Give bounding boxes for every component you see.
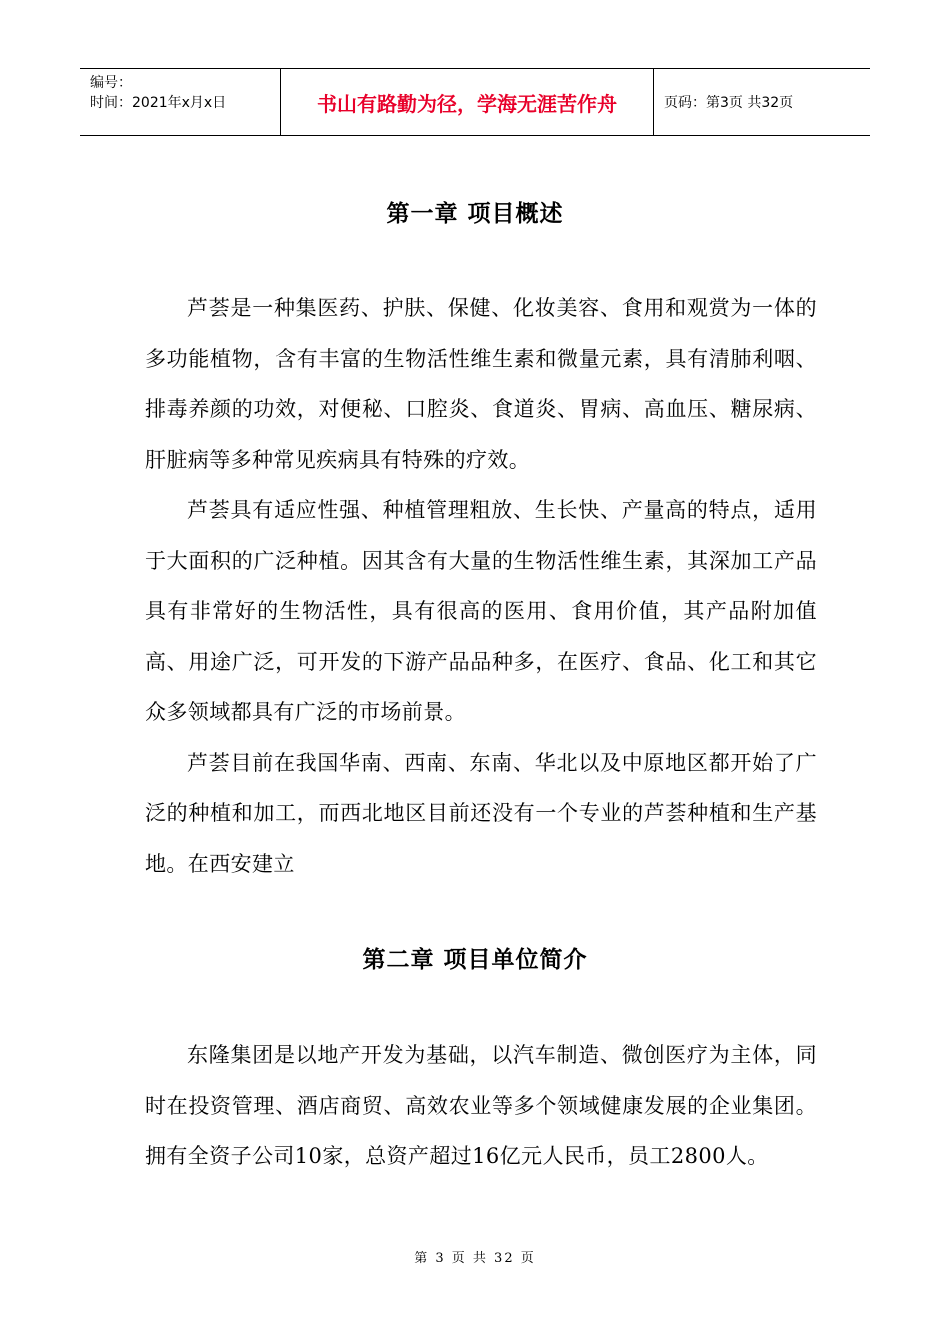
paragraph: 芦荟目前在我国华南、西南、东南、华北以及中原地区都开始了广泛的种植和加工，而西北地区目前还没有一个专业的芦荟种植和生产基地。在西安建立	[145, 750, 817, 876]
page-header	[80, 68, 870, 136]
paragraph: 芦荟是一种集医药、护肤、保健、化妆美容、食用和观赏为一体的多功能植物，含有丰富的生物活性维生素和微量元素，具有清肺利咽、排毒养颜的功效，对便秘、口腔炎、食道炎、胃病、高血压、糖尿病、肝脏病等多种常见疾病具有特殊的疗效。	[145, 296, 817, 472]
number-label: 编号：	[90, 75, 132, 91]
paragraph: 东隆集团是以地产开发为基础，以汽车制造、微创医疗为主体，同时在投资管理、酒店商贸、高效农业等多个领域健康发展的企业集团。拥有全资子公司10家，总资产超过16亿元人民币，员工2800人。	[145, 1043, 817, 1168]
header-meta	[80, 69, 281, 135]
page-footer: 第 3 页 共 32 页	[414, 1251, 536, 1266]
chapter-2-title: 第二章 项目单位简介	[362, 947, 588, 973]
chapter-1-title: 第一章 项目概述	[386, 201, 564, 227]
chapter-2-body	[145, 1030, 817, 1182]
header-page-info: 页码：第3页 共32页	[664, 95, 794, 111]
paragraph: 芦荟具有适应性强、种植管理粗放、生长快、产量高的特点，适用于大面积的广泛种植。因其含有大量的生物活性维生素，其深加工产品具有非常好的生物活性，具有很高的医用、食用价值，其产品附加值高、用途广泛，可开发的下游产品品种多，在医疗、食品、化工和其它众多领域都具有广泛的市场前景。	[145, 498, 817, 724]
time-label: 时间：2021年x月x日	[90, 95, 227, 111]
chapter-1-body	[145, 283, 817, 889]
header-motto: 书山有路勤为径，学海无涯苦作舟	[281, 69, 654, 135]
